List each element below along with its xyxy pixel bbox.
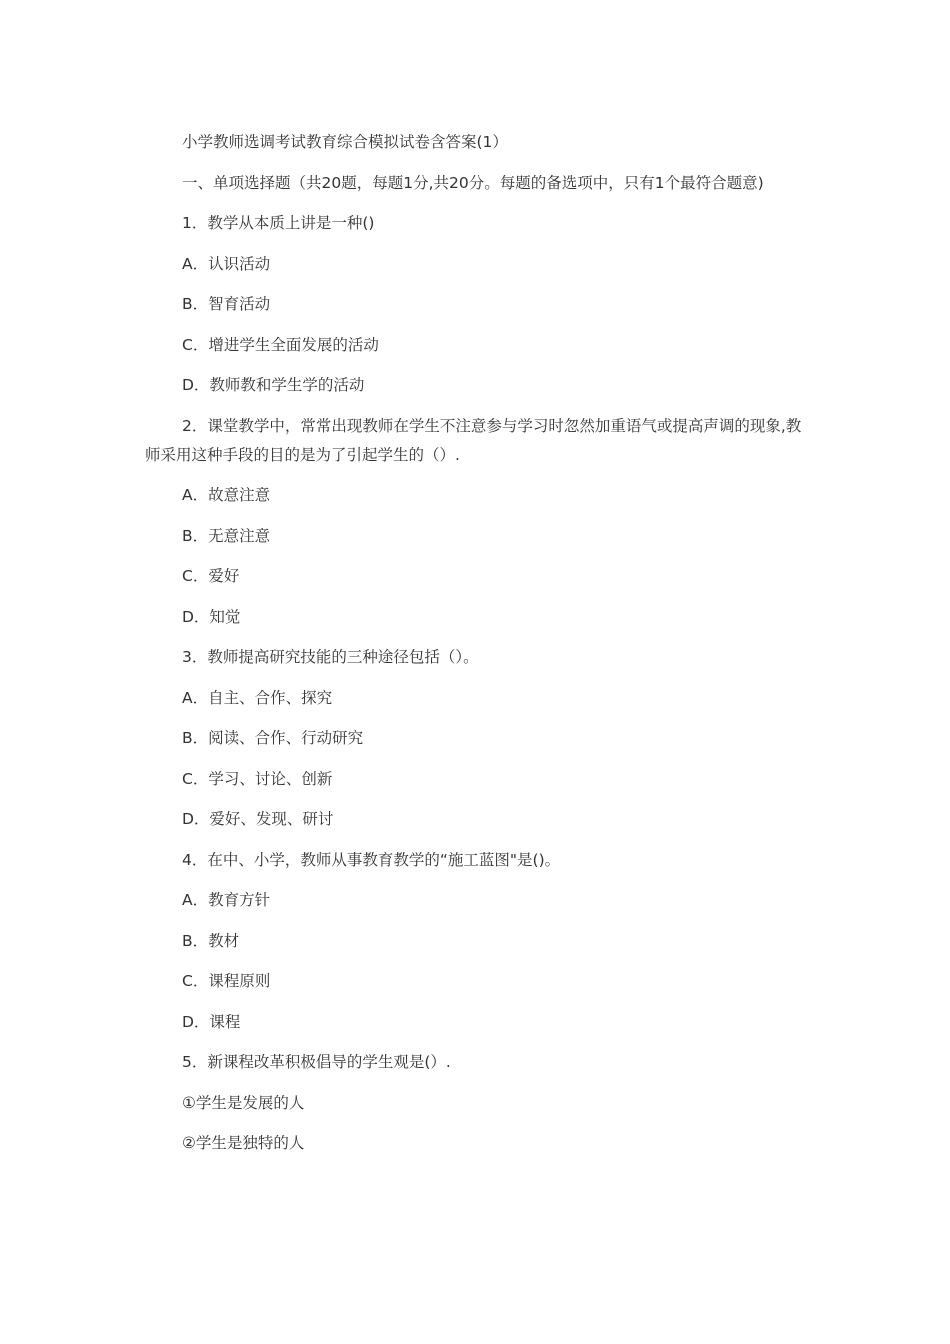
document-title: 小学教师选调考试教育综合模拟试卷含答案(1）: [182, 133, 508, 151]
document-body: [145, 128, 810, 1170]
question-option: C．课程原则: [182, 972, 271, 990]
question-option: ①学生是发展的人: [182, 1093, 305, 1112]
question-option: A．自主、合作、探究: [182, 688, 333, 707]
question-stem: 5．新课程改革积极倡导的学生观是(）.: [182, 1053, 451, 1071]
question-option: A．教育方针: [182, 891, 271, 909]
question-stem: 1．教学从本质上讲是一种(): [182, 214, 375, 232]
question-stem: 2．课堂教学中，常常出现教师在学生不注意参与学习时忽然加重语气或提高声调的现象,教师采用这种手段的目的是为了引起学生的（）.: [145, 416, 802, 464]
section-heading: 一、单项选择题（共20题，每题1分,共20分。每题的备选项中，只有1个最符合题意): [182, 173, 764, 192]
question-option: A．认识活动: [182, 254, 271, 273]
question-option: C．爱好: [182, 567, 240, 585]
question-option: B．无意注意: [182, 526, 271, 545]
question-option: B．智育活动: [182, 295, 271, 313]
question-option: D．爱好、发现、研讨: [182, 810, 334, 828]
question-option: B．教材: [182, 931, 240, 950]
question-option: D．课程: [182, 1012, 241, 1031]
question-option: D．知觉: [182, 607, 241, 626]
question-option: C．增进学生全面发展的活动: [182, 335, 379, 354]
question-stem: 3．教师提高研究技能的三种途径包括（）。: [182, 648, 479, 666]
question-option: D．教师教和学生学的活动: [182, 376, 365, 394]
question-option: C．学习、讨论、创新: [182, 769, 333, 788]
question-stem: 4．在中、小学，教师从事教育教学的“施工蓝图"是()。: [182, 850, 561, 869]
question-option: B．阅读、合作、行动研究: [182, 729, 364, 747]
question-option: ②学生是独特的人: [182, 1134, 305, 1152]
question-option: A．故意注意: [182, 486, 271, 504]
